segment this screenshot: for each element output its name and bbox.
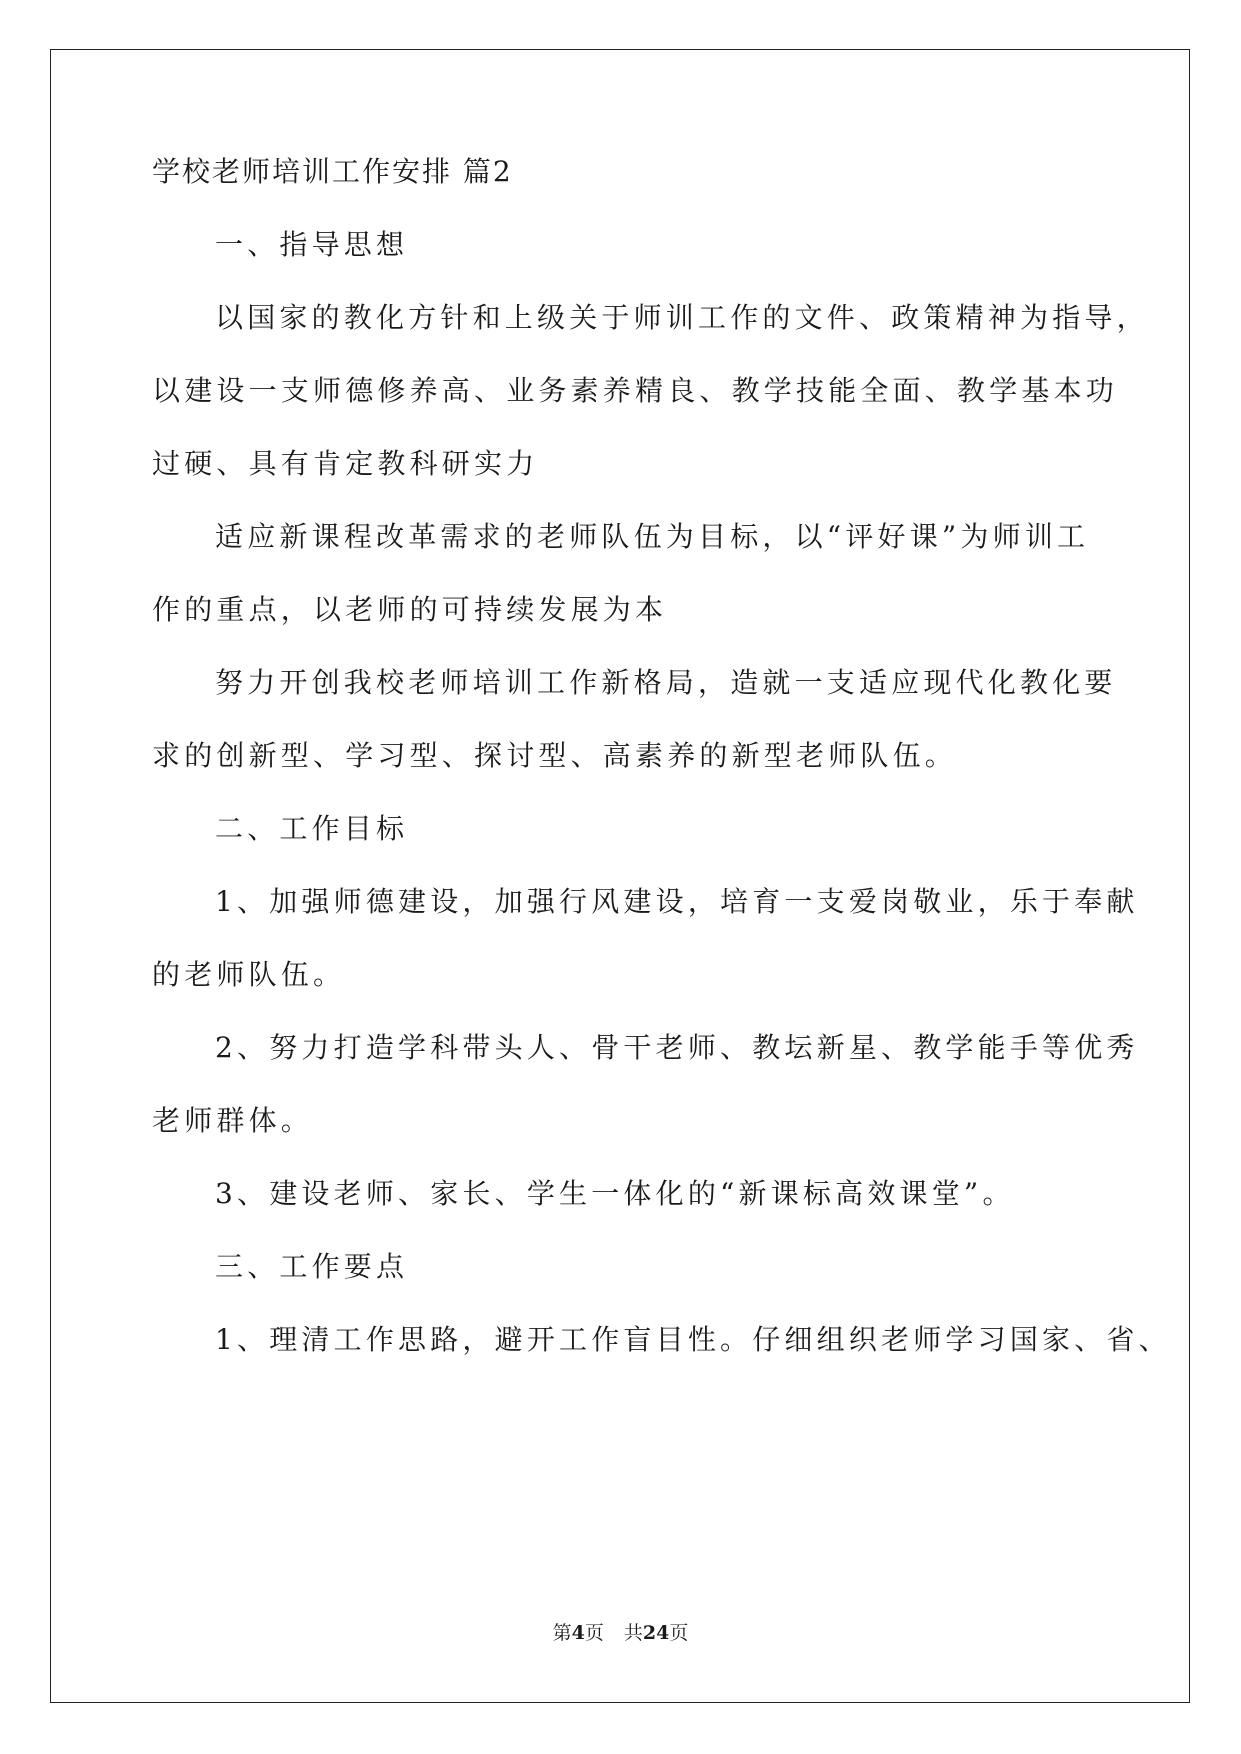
total-pages-number: 24 (642, 1622, 670, 1644)
body-line: 2、努力打造学科带头人、骨干老师、教坛新星、教学能手等优秀 (215, 1031, 1139, 1064)
body-line: 适应新课程改革需求的老师队伍为目标，以“评好课”为师训工 (215, 520, 1090, 553)
body-line: 努力开创我校老师培训工作新格局，造就一支适应现代化教化要 (215, 666, 1117, 699)
body-line: 以建设一支师德修养高、业务素养精良、教学技能全面、教学基本功 (152, 374, 1119, 407)
section-heading: 二、工作目标 (215, 812, 409, 845)
body-line: 1、理清工作思路，避开工作盲目性。仔细组织老师学习国家、省、 (215, 1323, 1171, 1356)
footer-total-prefix: 共 (623, 1622, 643, 1644)
section-heading: 三、工作要点 (215, 1250, 409, 1283)
body-line: 一、指导思想 (215, 228, 409, 261)
body-line: 过硬、具有肯定教科研实力 (152, 447, 539, 480)
page-footer (0, 1620, 1241, 1646)
footer-prefix: 第 (552, 1622, 572, 1644)
document-title: 学校老师培训工作安排 篇2 (152, 155, 513, 188)
body-line: 求的创新型、学习型、探讨型、高素养的新型老师队伍。 (152, 739, 958, 772)
body-line: 以国家的教化方针和上级关于师训工作的文件、政策精神为指导， (215, 301, 1149, 334)
body-line: 老师群体。 (152, 1104, 314, 1137)
body-line: 3、建设老师、家长、学生一体化的“新课标高效课堂”。 (215, 1177, 1015, 1210)
body-line: 作的重点，以老师的可持续发展为本 (152, 593, 668, 626)
body-line: 的老师队伍。 (152, 958, 346, 991)
current-page-number: 4 (571, 1622, 585, 1644)
footer-total-suffix: 页 (669, 1622, 689, 1644)
footer-page-suffix: 页 (584, 1622, 604, 1644)
body-line: 1、加强师德建设，加强行风建设，培育一支爱岗敬业，乐于奉献 (215, 885, 1139, 918)
